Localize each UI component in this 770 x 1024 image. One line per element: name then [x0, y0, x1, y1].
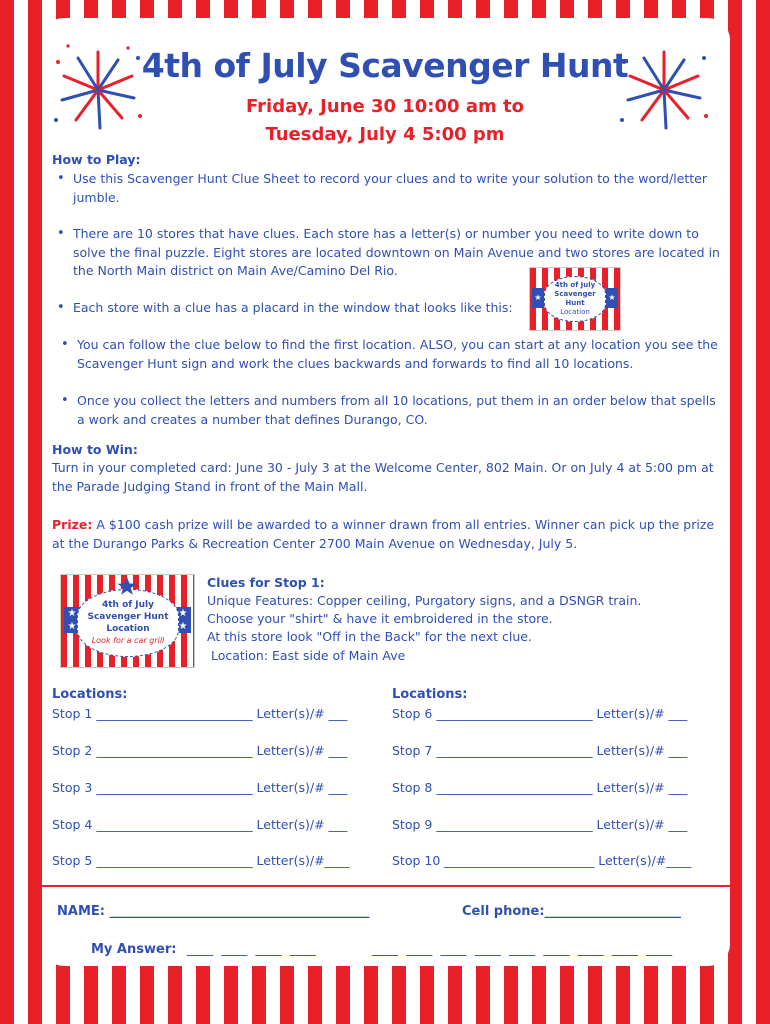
stop-1-row[interactable]: Stop 1 _________________________ Letter(s)/# ___ — [52, 706, 348, 721]
small-placard-line2: Scavenger Hunt — [554, 290, 596, 307]
stop-2-row[interactable]: Stop 2 _________________________ Letter(s)/# ___ — [52, 743, 348, 758]
stop-3-row[interactable]: Stop 3 _________________________ Letter(s)/# ___ — [52, 780, 348, 795]
bullet-4: • You can follow the clue below to find the first location. ALSO, you can start at any location you see the Scavenger Hunt sign and work the clues backwards and forwards to find all 10 locations. — [77, 336, 727, 373]
stop-4-row[interactable]: Stop 4 _________________________ Letter(s)/# ___ — [52, 817, 348, 832]
how-to-win-text: Turn in your completed card: June 30 - July 3 at the Welcome Center, 802 Main. Or on July 4 at 5:00 pm at the Parade Judging Stand in front of the Main Mall. — [52, 460, 714, 494]
large-placard-line1: 4th of July — [101, 600, 155, 610]
locations-heading-right: Locations: — [392, 687, 468, 702]
bullet-3: • Each store with a clue has a placard in the window that looks like this: — [73, 299, 528, 318]
footer-divider — [42, 885, 730, 887]
stop-9-row[interactable]: Stop 9 _________________________ Letter(s)/# ___ — [392, 817, 688, 832]
prize-paragraph — [52, 516, 730, 553]
bullet-5: • Once you collect the letters and numbers from all 10 locations, put them in an order below that spells a work and creates a number that defines Durango, CO. — [77, 392, 727, 429]
clue-line-2: Choose your "shirt" & have it embroidered in the store. — [207, 611, 553, 626]
date-line-2: Tuesday, July 4 5:00 pm — [265, 124, 505, 145]
small-placard-image — [529, 267, 621, 331]
how-to-play-heading: How to Play: — [52, 152, 141, 167]
how-to-win-heading: How to Win: — [52, 442, 138, 457]
answer-word-blanks[interactable]: ____ ____ ____ ____ — [187, 942, 316, 957]
clues-heading: Clues for Stop 1: — [207, 575, 325, 590]
clue-line-1: Unique Features: Copper ceiling, Purgatory signs, and a DSNGR train. — [207, 593, 642, 608]
large-placard-line2: Scavenger Hunt — [87, 612, 169, 622]
bullet-2: • There are 10 stores that have clues. Each store has a letter(s) or number you need to write down to solve the final puzzle. Eight stores are located downtown on Main Avenue and two stores are located in the North Main district on Main Ave/Camino Del Rio. — [73, 225, 728, 281]
page-title: 4th of July Scavenger Hunt — [141, 46, 629, 85]
stop-8-row[interactable]: Stop 8 _________________________ Letter(s)/# ___ — [392, 780, 688, 795]
my-answer-label: My Answer: — [91, 942, 177, 957]
locations-heading-left: Locations: — [52, 687, 128, 702]
large-placard-image — [60, 574, 195, 668]
prize-label: Prize: — [52, 517, 93, 532]
stop-7-row[interactable]: Stop 7 _________________________ Letter(s)/# ___ — [392, 743, 688, 758]
clue-line-4: Location: East side of Main Ave — [207, 648, 406, 663]
placard-star-icon — [117, 577, 137, 595]
cell-phone-field[interactable]: Cell phone:_____________________ — [462, 904, 682, 919]
bullet-1: • Use this Scavenger Hunt Clue Sheet to record your clues and to write your solution to the word/letter jumble. — [73, 170, 728, 207]
large-placard-label — [77, 589, 179, 657]
name-field[interactable]: NAME: ________________________________________ — [57, 904, 370, 919]
stop-5-row[interactable]: Stop 5 _________________________ Letter(s)/#____ — [52, 853, 350, 868]
small-placard-line1: 4th of July — [554, 281, 596, 289]
small-placard-flag-left: ★ — [532, 288, 544, 308]
large-placard-tagline: Look for a car grill — [91, 636, 165, 645]
answer-number-blanks[interactable]: ____ ____ ____ ____ ____ ____ ____ ____ ____ — [372, 942, 673, 957]
small-placard-label — [544, 276, 606, 322]
large-placard-flag-left: ★ ★ — [64, 607, 80, 633]
prize-text: A $100 cash prize will be awarded to a winner drawn from all entries. Winner can pick up the prize at the Durango Parks & Recreation Center 2700 Main Avenue on Wednesday, July 5. — [52, 517, 715, 551]
stop-10-row[interactable]: Stop 10 ________________________ Letter(s)/#____ — [392, 853, 692, 868]
clue-line-3: At this store look "Off in the Back" for the next clue. — [207, 629, 532, 644]
large-placard-flag-right: ★ ★ — [175, 607, 191, 633]
date-line-1: Friday, June 30 10:00 am to — [246, 96, 524, 117]
small-placard-line3: Location — [560, 308, 590, 316]
small-placard-flag-right: ★ — [606, 288, 618, 308]
large-placard-line3: Location — [106, 624, 150, 634]
stop-6-row[interactable]: Stop 6 _________________________ Letter(s)/# ___ — [392, 706, 688, 721]
